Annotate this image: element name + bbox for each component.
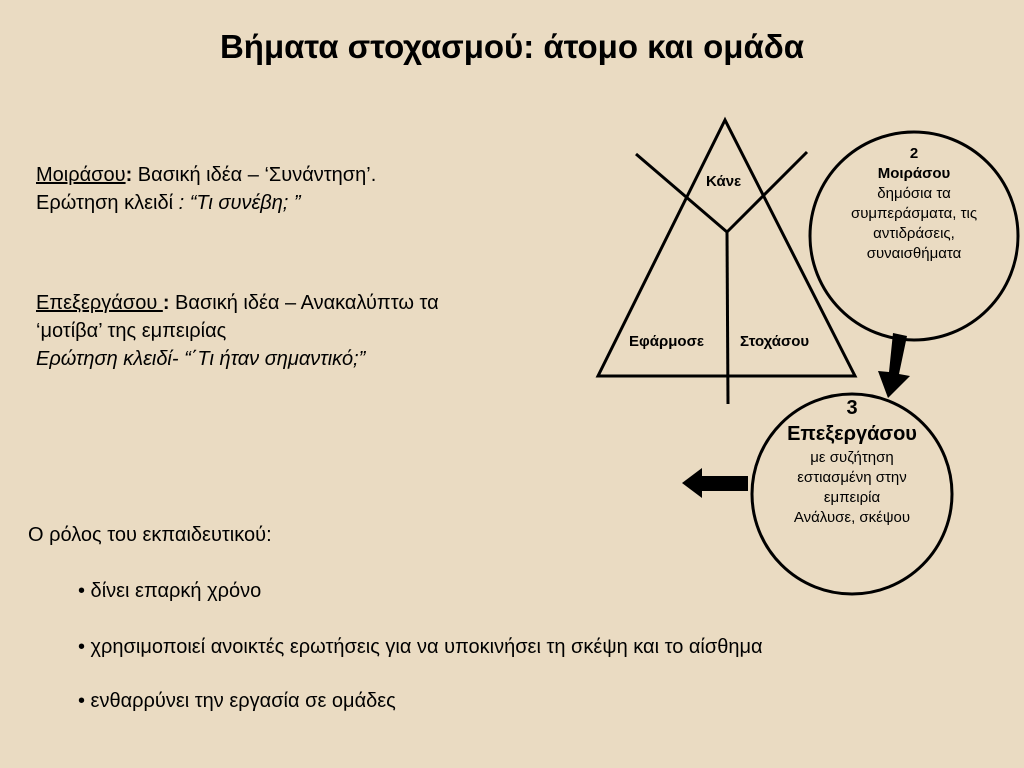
circle3-line: εστιασμένη στην: [797, 469, 907, 486]
label-do: Κάνε: [706, 173, 742, 190]
circle2-line: δημόσια τα: [877, 185, 951, 202]
bullet-item: • χρησιμοποιεί ανοικτές ερωτήσεις για να υποκινήσει τη σκέψη και το αίσθημα: [78, 636, 763, 658]
arrow-down: [878, 333, 910, 398]
circle3-number: 3: [846, 397, 858, 419]
process-label: Επεξεργάσου: [36, 292, 163, 314]
process-question: Ερώτηση κλειδί- “΄Τι ήταν σημαντικό;”: [36, 348, 366, 370]
circle2-line: συναισθήματα: [866, 245, 962, 262]
circle3-line: εμπειρία: [823, 489, 881, 506]
circle-process-text: [752, 396, 952, 528]
y-left-branch: [636, 154, 727, 232]
share-idea: Βασική ιδέα – ‘Συνάντηση’.: [132, 164, 377, 186]
circle3-line: Ανάλυσε, σκέψου: [793, 509, 911, 526]
label-reflect: Στοχάσου: [740, 333, 810, 350]
y-stem: [727, 232, 728, 404]
circle2-line: συμπεράσματα, τις: [850, 205, 978, 222]
circle3-line: με συζήτηση: [810, 449, 894, 466]
bullet-item: • ενθαρρύνει την εργασία σε ομάδες: [78, 690, 396, 712]
page-title: Βήματα στοχασμού: άτομο και ομάδα: [219, 28, 805, 65]
bullet-item: • δίνει επαρκή χρόνο: [78, 580, 262, 602]
arrow-left: [682, 468, 748, 498]
share-colon: :: [125, 164, 133, 186]
circle2-number: 2: [909, 145, 919, 162]
process-idea: Βασική ιδέα – Ανακαλύπτω τα: [169, 292, 439, 314]
process-colon: :: [162, 292, 170, 314]
circle3-title: Επεξεργάσου: [787, 423, 917, 445]
circle2-line: αντιδράσεις,: [873, 225, 955, 242]
circle-share-text: [816, 144, 1012, 264]
share-question: : “Τι συνέβη; ”: [173, 192, 301, 214]
y-right-branch: [727, 152, 807, 232]
share-label: Μοιράσου: [36, 164, 126, 186]
process-line-2: ‘μοτίβα’ της εμπειρίας: [36, 320, 227, 342]
share-question-label: Ερώτηση κλειδί: [36, 192, 174, 214]
circle2-title: Μοιράσου: [877, 165, 951, 182]
teacher-role-heading: Ο ρόλος του εκπαιδευτικού:: [28, 524, 272, 546]
label-apply: Εφάρμοσε: [629, 333, 704, 350]
